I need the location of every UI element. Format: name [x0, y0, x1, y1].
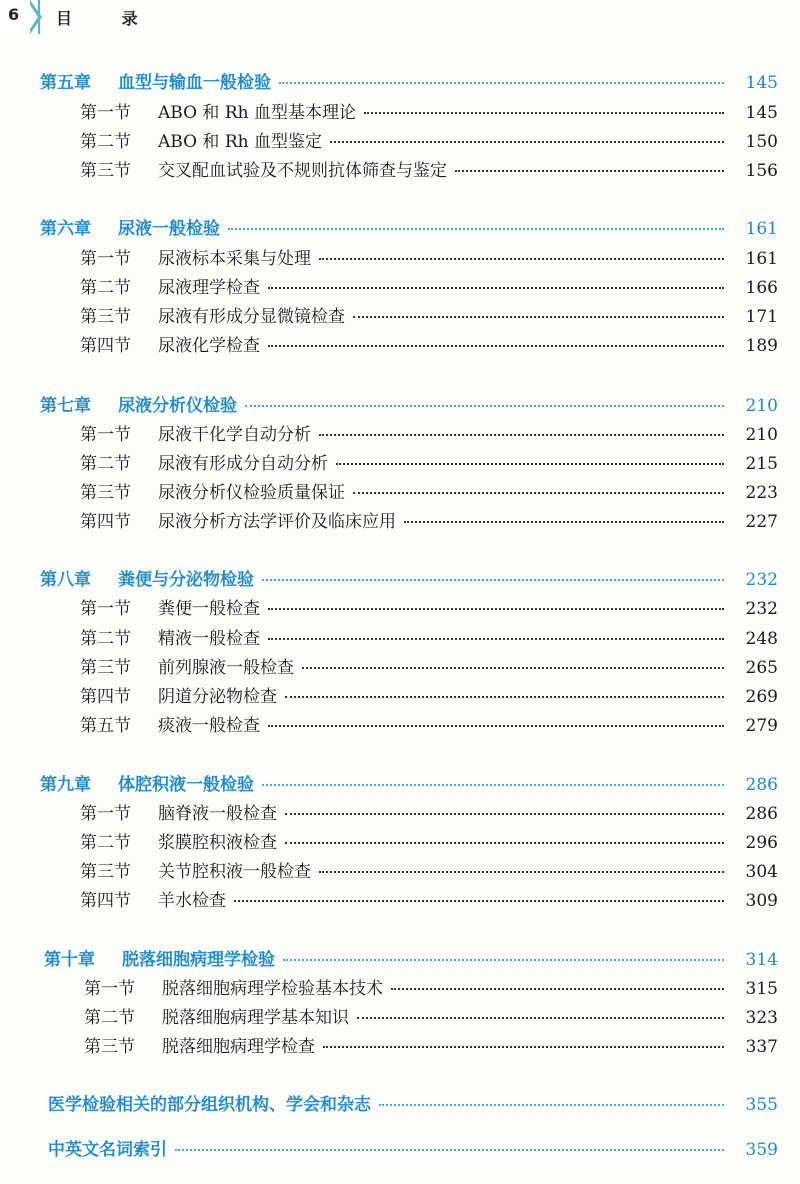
- toc-section[interactable]: [0, 828, 800, 853]
- toc-section[interactable]: [0, 449, 800, 474]
- section-page: 265: [745, 658, 778, 678]
- chapter-title: 体腔积液一般检验: [118, 775, 254, 795]
- toc-appendix[interactable]: [0, 1090, 800, 1115]
- dot-leader: [357, 1016, 724, 1019]
- chapter-label: 第十章: [44, 950, 95, 970]
- dot-leader: [404, 520, 724, 523]
- section-page: 166: [745, 278, 778, 298]
- toc-section[interactable]: [0, 302, 800, 327]
- dot-leader: [323, 1045, 724, 1048]
- section-title: 粪便一般检查: [158, 599, 260, 619]
- chapter-label: 第七章: [40, 396, 91, 416]
- section-title: 尿液标本采集与处理: [158, 249, 311, 269]
- section-label: 第三节: [80, 862, 131, 882]
- appendix-page: 359: [745, 1140, 778, 1160]
- chapter-title: 脱落细胞病理学检验: [122, 950, 275, 970]
- section-label: 第四节: [80, 687, 131, 707]
- section-page: 215: [745, 454, 778, 474]
- dot-leader: [175, 1148, 724, 1151]
- toc-section[interactable]: [0, 156, 800, 181]
- dot-leader: [228, 227, 724, 230]
- appendix-page: 355: [745, 1095, 778, 1115]
- chapter-page: 161: [745, 219, 778, 239]
- section-label: 第三节: [80, 161, 131, 181]
- section-title: 阴道分泌物检查: [158, 687, 277, 707]
- dot-leader: [262, 578, 724, 581]
- section-title: ABO 和 Rh 血型鉴定: [158, 132, 322, 152]
- section-label: 第四节: [80, 336, 131, 356]
- toc-section[interactable]: [0, 98, 800, 123]
- section-title: 痰液一般检查: [158, 716, 260, 736]
- section-title: 尿液分析方法学评价及临床应用: [158, 512, 396, 532]
- section-page: 156: [745, 161, 778, 181]
- toc-section[interactable]: [0, 653, 800, 678]
- toc-title: 目 录: [56, 9, 160, 28]
- section-label: 第二节: [80, 629, 131, 649]
- chapter-label: 第五章: [40, 73, 91, 93]
- toc-appendix[interactable]: [0, 1135, 800, 1160]
- chapter-page: 145: [745, 73, 778, 93]
- toc-section[interactable]: [0, 273, 800, 298]
- dot-leader: [353, 491, 724, 494]
- section-label: 第一节: [84, 979, 135, 999]
- toc-section[interactable]: [0, 594, 800, 619]
- section-label: 第二节: [84, 1008, 135, 1028]
- dot-leader: [353, 315, 724, 318]
- section-title: 尿液有形成分显微镜检查: [158, 307, 345, 327]
- section-page: 279: [745, 716, 778, 736]
- dot-leader: [455, 169, 724, 172]
- section-label: 第一节: [80, 425, 131, 445]
- section-page: 337: [745, 1037, 778, 1057]
- section-page: 145: [745, 103, 778, 123]
- appendix-title: 中英文名词索引: [48, 1140, 167, 1160]
- section-label: 第三节: [80, 658, 131, 678]
- section-title: 羊水检查: [158, 891, 226, 911]
- section-page: 210: [745, 425, 778, 445]
- chapter-title: 粪便与分泌物检验: [118, 570, 254, 590]
- dot-leader: [319, 257, 724, 260]
- section-label: 第三节: [80, 307, 131, 327]
- chapter-page: 314: [745, 950, 778, 970]
- toc-section[interactable]: [0, 711, 800, 736]
- chapter-title: 尿液一般检验: [118, 219, 220, 239]
- chapter-page: 210: [745, 396, 778, 416]
- section-page: 286: [745, 804, 778, 824]
- toc-chapter[interactable]: [0, 68, 800, 93]
- toc-section[interactable]: [0, 127, 800, 152]
- toc-section[interactable]: [0, 1003, 800, 1028]
- dot-leader: [336, 462, 724, 465]
- section-label: 第四节: [80, 891, 131, 911]
- section-page: 315: [745, 979, 778, 999]
- chapter-label: 第六章: [40, 219, 91, 239]
- dot-leader: [285, 695, 724, 698]
- toc-section[interactable]: [0, 857, 800, 882]
- section-page: 304: [745, 862, 778, 882]
- dot-leader: [268, 637, 724, 640]
- chapter-page: 286: [745, 775, 778, 795]
- toc-chapter[interactable]: [0, 214, 800, 239]
- chapter-label: 第八章: [40, 570, 91, 590]
- section-title: 脱落细胞病理学检验基本技术: [162, 979, 383, 999]
- dot-leader: [330, 140, 724, 143]
- chapter-title: 尿液分析仪检验: [118, 396, 237, 416]
- section-label: 第一节: [80, 804, 131, 824]
- dot-leader: [268, 286, 724, 289]
- dot-leader: [279, 81, 724, 84]
- section-title: 尿液化学检查: [158, 336, 260, 356]
- section-page: 161: [745, 249, 778, 269]
- section-page: 269: [745, 687, 778, 707]
- section-label: 第三节: [80, 483, 131, 503]
- section-label: 第一节: [80, 103, 131, 123]
- section-page: 296: [745, 833, 778, 853]
- dot-leader: [302, 666, 724, 669]
- toc-section[interactable]: [0, 886, 800, 911]
- dot-leader: [262, 783, 724, 786]
- toc-section[interactable]: [0, 420, 800, 445]
- section-title: 尿液有形成分自动分析: [158, 454, 328, 474]
- section-label: 第四节: [80, 512, 131, 532]
- dot-leader: [319, 433, 724, 436]
- section-title: 浆膜腔积液检查: [158, 833, 277, 853]
- dot-leader: [364, 111, 724, 114]
- page-header: [0, 0, 800, 36]
- toc-section[interactable]: [0, 244, 800, 269]
- toc-section[interactable]: [0, 624, 800, 649]
- dot-leader: [283, 958, 724, 961]
- dot-leader: [391, 987, 724, 990]
- section-title: 尿液理学检查: [158, 278, 260, 298]
- section-title: 交叉配血试验及不规则抗体筛查与鉴定: [158, 161, 447, 181]
- section-title: 关节腔积液一般检查: [158, 862, 311, 882]
- page-number: 6: [8, 5, 20, 24]
- section-label: 第二节: [80, 833, 131, 853]
- toc-section[interactable]: [0, 974, 800, 999]
- dot-leader: [234, 899, 724, 902]
- toc-section[interactable]: [0, 331, 800, 356]
- dot-leader: [285, 841, 724, 844]
- section-title: 尿液干化学自动分析: [158, 425, 311, 445]
- chevron-inner-icon: [28, 2, 38, 32]
- section-page: 232: [745, 599, 778, 619]
- dot-leader: [268, 724, 724, 727]
- toc-section[interactable]: [0, 1032, 800, 1057]
- section-page: 189: [745, 336, 778, 356]
- section-page: 323: [745, 1008, 778, 1028]
- section-label: 第二节: [80, 278, 131, 298]
- toc-chapter[interactable]: [0, 945, 800, 970]
- section-title: 尿液分析仪检验质量保证: [158, 483, 345, 503]
- section-title: 前列腺液一般检查: [158, 658, 294, 678]
- toc-section[interactable]: [0, 478, 800, 503]
- chapter-page: 232: [745, 570, 778, 590]
- section-title: 脱落细胞病理学检查: [162, 1037, 315, 1057]
- chapter-label: 第九章: [40, 775, 91, 795]
- chapter-title: 血型与输血一般检验: [118, 73, 271, 93]
- toc-section[interactable]: [0, 507, 800, 532]
- section-label: 第五节: [80, 716, 131, 736]
- section-page: 227: [745, 512, 778, 532]
- dot-leader: [268, 607, 724, 610]
- section-page: 223: [745, 483, 778, 503]
- dot-leader: [319, 870, 724, 873]
- section-page: 248: [745, 629, 778, 649]
- section-label: 第一节: [80, 249, 131, 269]
- toc-section[interactable]: [0, 682, 800, 707]
- section-label: 第二节: [80, 454, 131, 474]
- section-label: 第三节: [84, 1037, 135, 1057]
- section-label: 第一节: [80, 599, 131, 619]
- dot-leader: [285, 812, 724, 815]
- toc-section[interactable]: [0, 799, 800, 824]
- section-title: 脱落细胞病理学基本知识: [162, 1008, 349, 1028]
- section-title: 脑脊液一般检查: [158, 804, 277, 824]
- toc-chapter[interactable]: [0, 391, 800, 416]
- section-title: 精液一般检查: [158, 629, 260, 649]
- section-title: ABO 和 Rh 血型基本理论: [158, 103, 356, 123]
- dot-leader: [268, 344, 724, 347]
- dot-leader: [379, 1103, 724, 1106]
- toc-chapter[interactable]: [0, 770, 800, 795]
- section-label: 第二节: [80, 132, 131, 152]
- section-page: 309: [745, 891, 778, 911]
- appendix-title: 医学检验相关的部分组织机构、学会和杂志: [48, 1095, 371, 1115]
- section-page: 150: [745, 132, 778, 152]
- toc-chapter[interactable]: [0, 565, 800, 590]
- section-page: 171: [745, 307, 778, 327]
- dot-leader: [245, 404, 724, 407]
